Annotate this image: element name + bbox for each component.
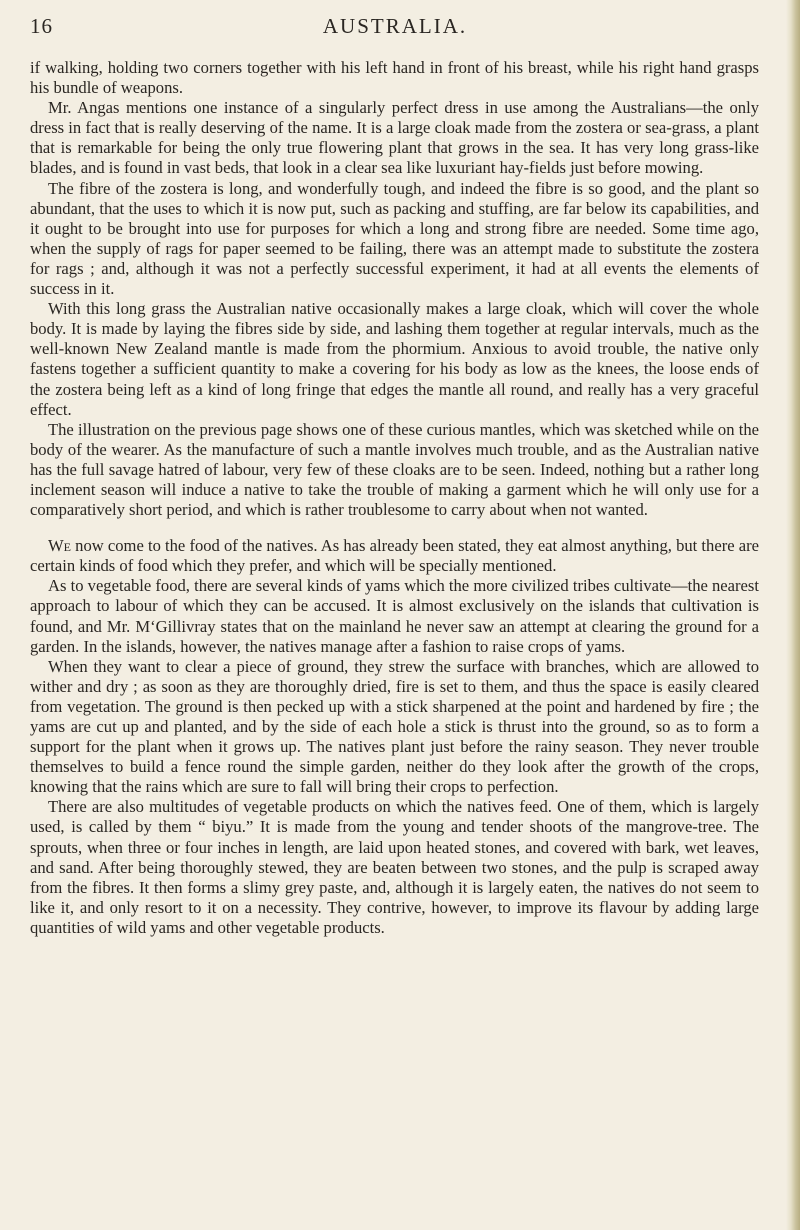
paragraph: With this long grass the Australian native occasionally makes a large cloak, which will cover the whole body. It is made by laying the fibres side by side, and lashing them together at regular intervals, much as the well-known New Zealand mantle is made from the phormium. Anxious to avoid trouble, the native only fastens together a sufficient quantity to make a covering for his body as low as the knees, the loose ends of the zostera being left as a kind of long fringe that edges the mantle all round, and really has a very graceful effect. (30, 299, 759, 419)
page-number: 16 (30, 14, 53, 38)
paragraph: if walking, holding two corners together with his left hand in front of his breast, while his right hand grasps his bundle of weapons. (30, 58, 759, 98)
paragraph: There are also multitudes of vegetable products on which the natives feed. One of them, which is largely used, is called by them “ biyu.” It is made from the young and tender shoots of the mangrove-tree. The sprouts, when three or four inches in length, are laid upon heated stones, and covered with bark, wet leaves, and sand. After being thoroughly stewed, they are beaten between two stones, and the pulp is scraped away from the fibres. It then forms a slimy grey paste, and, although it is largely eaten, the natives do not seem to like it, and only resort to it on a necessity. They contrive, however, to improve its flavour by adding large quantities of wild yams and other vegetable products. (30, 797, 759, 937)
body-text (30, 58, 759, 938)
section-opening-paragraph (30, 536, 759, 576)
paragraph: The illustration on the previous page shows one of these curious mantles, which was sketched while on the body of the wearer. As the manufacture of such a mantle involves much trouble, and as the Australian native has the full savage hatred of labour, very few of these cloaks are to be seen. Indeed, nothing but a rather long inclement season will induce a native to take the trouble of making a garment which he will only use for a comparatively short period, and which is rather troublesome to carry about when not wanted. (30, 419, 759, 520)
opening-text: now come to the food of the natives. As has already been stated, they eat almost anything, but there are certain kinds of food which they prefer, and which will be specially mentioned. (30, 536, 759, 576)
page-header (30, 14, 760, 44)
paragraph: As to vegetable food, there are several kinds of yams which the more civilized tribes cultivate—the nearest approach to labour of which they can be accused. It is almost exclusively on the islands that cultivation is found, and Mr. M‘Gillivray states that on the mainland he never saw an attempt at clearing the ground for a garden. In the islands, however, the natives manage after a fashion to raise crops of yams. (30, 576, 759, 656)
paragraph: Mr. Angas mentions one instance of a singularly perfect dress in use among the Australians—the only dress in fact that is really deserving of the name. It is a large cloak made from the zostera or sea-grass, a plant that is remarkable for being the only true flowering plant that grows in the sea. It has very long grass-like blades, and is found in vast beds, that look in a clear sea like luxuriant hay-fields just before mowing. (30, 98, 759, 178)
paragraph: When they want to clear a piece of ground, they strew the surface with branches, which are allowed to wither and dry ; as soon as they are thoroughly dried, fire is set to them, and thus the space is easily cleared from vegetation. The ground is then pecked up with a stick sharpened at the point and hardened by fire ; the yams are cut up and planted, and by the side of each hole a stick is thrust into the ground, so as to form a support for the plant when it grows up. The natives plant just before the rainy season. They never trouble themselves to build a fence round the simple garden, neither do they look after the growth of the crops, knowing that the rains which are sure to fall will bring their crops to perfection. (30, 656, 759, 797)
paragraph: The fibre of the zostera is long, and wonderfully tough, and indeed the fibre is so good, and the plant so abundant, that the uses to which it is now put, such as packing and stuffing, are far below its capabilities, and it ought to be brought into use for purposes for which a long and strong fibre are needed. Some time ago, when the supply of rags for paper seemed to be failing, there was an attempt made to substitute the zostera for rags ; and, although it was not a perfectly successful experiment, it had at all events the elements of success in it. (30, 178, 759, 299)
small-caps-opening: We (48, 536, 71, 556)
page-edge-shadow (786, 0, 800, 1230)
running-head: AUSTRALIA. (322, 14, 468, 38)
